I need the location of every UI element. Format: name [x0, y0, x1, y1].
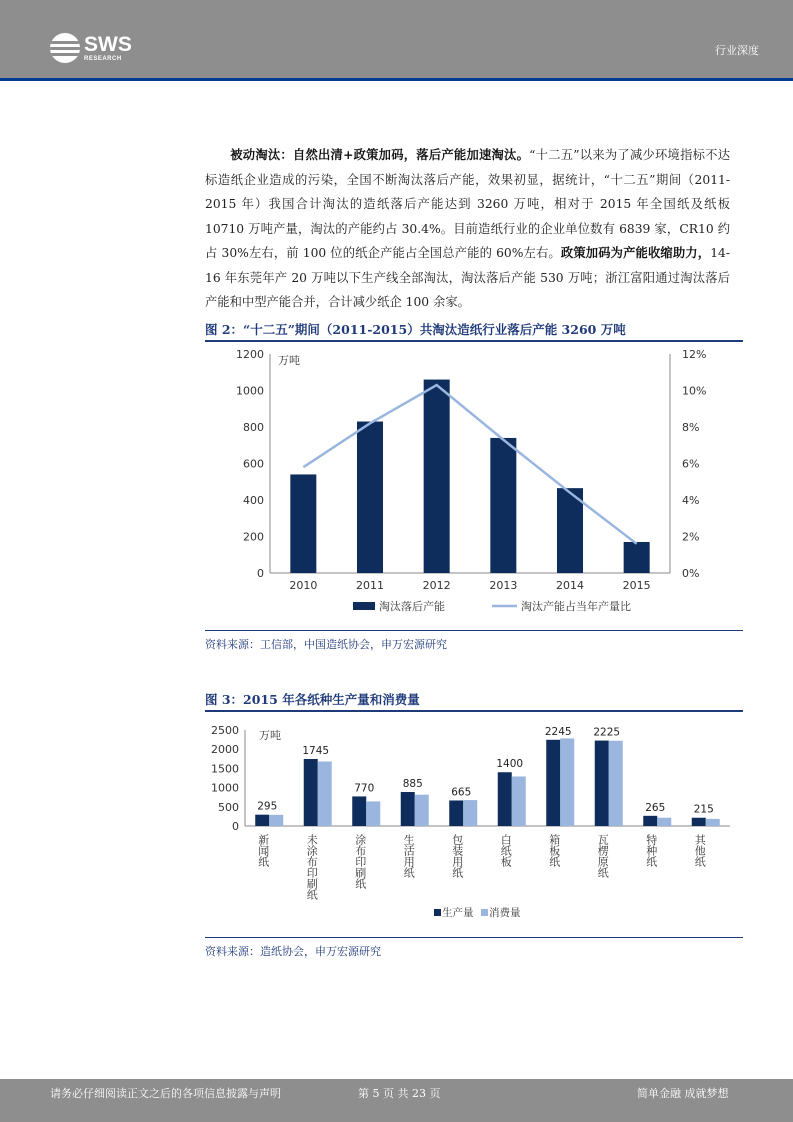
footer-disclaimer: 请务必仔细阅读正文之后的各项信息披露与声明	[50, 1087, 281, 1100]
y-tick-label: 400	[243, 494, 264, 507]
y-axis-unit: 万吨	[278, 354, 300, 367]
data-label: 885	[402, 778, 423, 791]
y2-tick-label: 2%	[682, 530, 700, 544]
sws-logo	[50, 33, 132, 63]
x-tick-label: 箱板纸	[547, 834, 561, 867]
bar-consumption	[318, 761, 332, 826]
x-tick-label: 2014	[556, 579, 584, 592]
legend-swatch-consumption	[481, 909, 488, 916]
x-tick-label: 2015	[622, 579, 651, 592]
figure-3-title: 图 3：2015 年各纸种生产量和消费量	[205, 692, 420, 707]
y-tick-label: 800	[243, 421, 264, 434]
bar-consumption	[463, 800, 477, 826]
y-tick-label: 500	[218, 800, 239, 814]
y2-tick-label: 4%	[682, 494, 700, 507]
bar-consumption	[415, 795, 429, 826]
data-label: 665	[451, 786, 472, 799]
y2-tick-label: 6%	[682, 457, 700, 471]
y2-tick-label: 8%	[682, 421, 700, 434]
x-tick-label: 未涂布印刷纸	[305, 834, 319, 900]
figure-3-chart	[205, 712, 743, 934]
bar-consumption	[560, 738, 574, 826]
data-label: 770	[354, 782, 375, 795]
para-text-2: 14-16 年东莞年产 20 万吨以下生产线全部淘汰，淘汰落后产能 530 万吨；浙江富阳通过淘汰落后产能和中型产能合并，合计减少纸企 100 余家。	[205, 246, 730, 309]
legend-swatch-bar	[353, 602, 375, 610]
y-tick-label: 2000	[211, 743, 239, 757]
logo-subtext: RESEARCH	[84, 56, 122, 62]
ratio-line	[303, 385, 636, 544]
footer-page-number: 第 5 页 共 23 页	[358, 1087, 441, 1100]
header-divider	[0, 78, 793, 81]
x-tick-label: 2013	[489, 579, 518, 592]
para-mid-bold: 政策加码为产能收缩助力，	[560, 245, 711, 260]
data-label: 265	[645, 801, 666, 814]
bar-consumption	[609, 741, 623, 826]
x-tick-label: 包装用纸	[450, 834, 464, 878]
bar	[624, 542, 650, 573]
x-tick-label: 2010	[289, 579, 318, 592]
bar-consumption	[366, 801, 380, 826]
figure-2-title: 图 2：“十二五”期间（2011-2015）共淘汰造纸行业落后产能 3260 万吨	[205, 322, 626, 337]
y-tick-label: 2500	[211, 724, 239, 737]
y-tick-label: 600	[243, 457, 264, 471]
y-axis-unit: 万吨	[259, 729, 281, 742]
bar-production	[498, 772, 512, 826]
x-tick-label: 白纸板	[499, 834, 513, 867]
data-label: 1745	[302, 744, 330, 757]
bar-production	[304, 759, 318, 826]
y-tick-label: 1500	[211, 762, 239, 776]
bar-consumption	[269, 815, 283, 826]
logo-text: SWS	[84, 33, 132, 56]
bar-consumption	[657, 818, 671, 826]
legend-label: 生产量	[442, 907, 474, 919]
sws-logo-icon	[50, 33, 80, 63]
x-tick-label: 其他纸	[693, 834, 707, 867]
y-tick-label: 200	[243, 530, 264, 544]
y-tick-label: 0	[257, 567, 264, 580]
bar-production	[692, 818, 706, 826]
bar-consumption	[706, 819, 720, 826]
bar	[357, 422, 383, 573]
report-category: 行业深度	[715, 44, 759, 57]
legend-swatch-production	[434, 909, 441, 916]
bar-production	[352, 796, 366, 826]
figure-2-chart	[205, 342, 743, 627]
y-tick-label: 1000	[211, 781, 239, 795]
bar-production	[449, 800, 463, 826]
y-tick-label: 1000	[236, 384, 264, 398]
bar	[490, 438, 516, 573]
x-tick-label: 2011	[356, 579, 384, 592]
footer-slogan: 简单金融 成就梦想	[637, 1087, 729, 1100]
data-label: 295	[257, 800, 278, 813]
bar-production	[401, 792, 415, 826]
figure-3-source: 资料来源：造纸协会，申万宏源研究	[205, 945, 381, 958]
para-text-1: “十二五”以来为了减少环境指标不达标造纸企业造成的污染，全国不断淘汰落后产能，效果初显，据统计，“十二五”期间（2011-2015 年）我国合计淘汰的造纸落后产能达到 3260 万吨，相对于 2015 年全国纸及纸板 10710 万吨产量，淘汰的产能约占 30.4%。目前造纸行业的企业单位数有 6839 家，CR10 约占 30%左右，前 100 位的纸企产能占全国总产能的 60%左右。	[205, 148, 731, 260]
bar	[424, 380, 450, 573]
legend-label: 消费量	[489, 907, 521, 919]
bar-consumption	[512, 776, 526, 826]
x-tick-label: 特种纸	[644, 834, 658, 867]
x-tick-label: 生活用纸	[402, 834, 416, 878]
data-label: 1400	[496, 758, 524, 771]
y2-tick-label: 10%	[682, 384, 707, 398]
para-lead-bold: 被动淘汰：自然出清+政策加码，落后产能加速淘汰。	[230, 147, 530, 162]
legend-label: 淘汰落后产能	[379, 600, 445, 613]
bar-production	[546, 740, 560, 826]
bar-production	[595, 741, 609, 826]
x-tick-label: 涂布印刷纸	[353, 834, 367, 889]
bar	[290, 474, 316, 573]
y2-tick-label: 0%	[682, 567, 700, 580]
bar-production	[255, 815, 269, 826]
data-label: 2225	[593, 726, 621, 739]
x-tick-label: 瓦楞原纸	[596, 834, 610, 878]
figure-2-source: 资料来源：工信部，中国造纸协会，申万宏源研究	[205, 638, 447, 651]
bar-production	[643, 816, 657, 826]
x-tick-label: 新闻纸	[256, 834, 270, 867]
data-label: 2245	[544, 725, 572, 738]
page-footer	[0, 1079, 793, 1122]
figure-2-bottom-rule	[205, 630, 743, 631]
data-label: 215	[693, 803, 714, 816]
x-tick-label: 2012	[422, 579, 451, 592]
figure-3-bottom-rule	[205, 937, 743, 938]
y-tick-label: 1200	[236, 348, 264, 361]
y-tick-label: 0	[232, 820, 239, 833]
y2-tick-label: 12%	[682, 348, 707, 361]
legend-label: 淘汰产能占当年产量比	[521, 600, 631, 613]
page-header	[0, 0, 793, 78]
body-paragraph	[205, 143, 730, 315]
